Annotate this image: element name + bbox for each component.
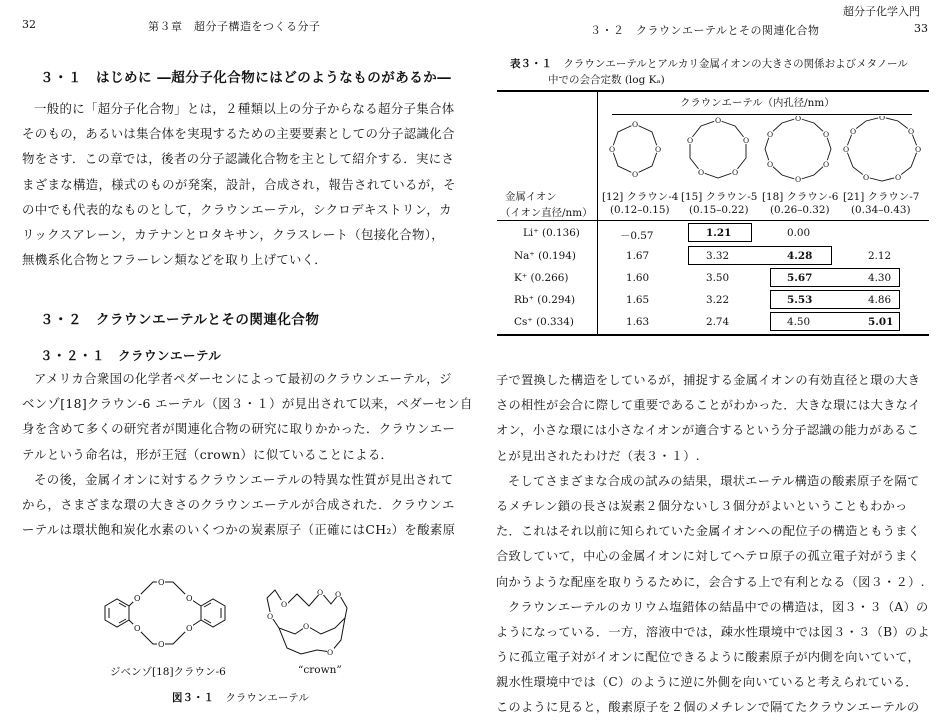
- text-line: 親水性環境中では（C）のように逆に外側を向いていると考えられている．: [496, 675, 918, 690]
- figure-caption: [172, 690, 309, 705]
- figure-caption-text: クラウンエーテル: [225, 692, 309, 704]
- text-line: 一般的に「超分子化合物」とは，２種類以上の分子からなる超分子集合体: [34, 101, 455, 116]
- svg-text:O: O: [317, 588, 324, 597]
- svg-text:O: O: [743, 136, 750, 145]
- text-line: その後，金属イオンに対するクラウンエーテルの特異な性質が見出されて: [34, 471, 454, 487]
- table-cell: 4.28: [787, 250, 813, 262]
- text-line: オン，小さな環には小さなイオンが適合するという分子認識の能力があるこ: [496, 423, 920, 438]
- text-line: 合致していて，中心の金属イオンに対してヘテロ原子の孤立電子対がうまく: [496, 549, 920, 564]
- table-cell: 3.50: [706, 272, 730, 284]
- svg-text:O: O: [158, 578, 165, 587]
- table-cell: 1.63: [626, 316, 650, 328]
- column-header-crown4: [12] クラウン-4: [602, 191, 679, 203]
- svg-text:O: O: [186, 594, 193, 603]
- text-line: 子で置換した構造をしているが，捕捉する金属イオンの有効直径と環の大き: [496, 373, 921, 387]
- table-bottom-rule: [497, 334, 929, 336]
- table-caption-line1: クラウンエーテルとアルカリ金属イオンの大きさの関係およびメタノール: [563, 58, 908, 70]
- section2-title: ３・２ クラウンエーテルとその関連化合物: [40, 312, 320, 328]
- text-line: テルという命名は，形が王冠（crown）に似ていることによる．: [22, 446, 394, 462]
- figure-3-1-drawing: [95, 568, 385, 668]
- text-line: クラウンエーテルのカリウム塩錯体の結晶中での構造は，図３・３（A）の: [508, 599, 929, 614]
- text-line: ベンゾ[18]クラウン-6 エーテル（図３・１）が見出されて以来，ペダーセン自: [22, 396, 473, 412]
- svg-text:O: O: [863, 173, 870, 182]
- table-header-rule: [497, 220, 929, 221]
- table-number: 表３・１: [510, 58, 552, 70]
- svg-text:O: O: [609, 145, 616, 154]
- table-cell: 4.50: [787, 316, 811, 328]
- text-line: とが見出されたわけだ（表３・１）.: [496, 448, 700, 463]
- table-top-rule: [497, 90, 929, 92]
- column-range-crown7: (0.34–0.43): [851, 204, 911, 216]
- left-page-number: 32: [22, 18, 36, 31]
- ion-label: Na⁺ (0.194): [514, 250, 576, 262]
- subsection-title: ３・２・１ クラウンエーテル: [40, 348, 222, 363]
- crown-label: “crown”: [298, 664, 342, 676]
- text-line: ーテルは環状飽和炭化水素のいくつかの炭素原子（正確にはCH₂）を酸素原: [22, 522, 456, 538]
- table-cell: 3.32: [706, 250, 730, 262]
- table-cell: 1.21: [706, 227, 732, 239]
- svg-text:O: O: [795, 175, 802, 182]
- text-line: 向かうような配座を取りうるために，会合する上で有利となる（図３・２）.: [496, 574, 925, 589]
- table-group-header: クラウンエーテル（内孔径/nm）: [680, 97, 835, 109]
- text-line: 無機系化合物とフラーレン類などを取り上げていく．: [22, 252, 327, 268]
- right-page-number: 33: [914, 22, 928, 35]
- svg-text:O: O: [823, 160, 830, 169]
- table-cell: 2.74: [706, 316, 730, 328]
- column-header-crown7: [21] クラウン-7: [843, 191, 920, 203]
- group-header-rule: [612, 114, 912, 115]
- text-line: リックスアレーン，カテナンとロタキサン，クラスレート（包接化合物），: [22, 226, 445, 242]
- crown6-ring: [765, 118, 831, 180]
- svg-text:O: O: [327, 648, 334, 657]
- column-range-crown6: (0.26–0.32): [770, 204, 830, 216]
- figure-caption-number: 図３・１: [172, 692, 214, 704]
- text-line: るメチレン鎖の長さは炭素２個分ないし３個分がよいということもわかっ: [496, 498, 908, 513]
- svg-text:O: O: [303, 622, 310, 631]
- crown-ring-drawings: [600, 116, 930, 182]
- text-line: アメリカ合衆国の化学者ペダーセンによって最初のクラウンエーテル，ジ: [34, 371, 452, 386]
- table-vertical-rule: [597, 90, 598, 334]
- table-cell: 1.60: [626, 272, 650, 284]
- table-cell: 4.30: [868, 272, 892, 284]
- right-running-header: ３・２ クラウンエーテルとその関連化合物: [590, 24, 820, 37]
- table-cell: 4.86: [868, 294, 892, 306]
- section1-title: ３・１ はじめに ―超分子化合物にはどのようなものがあるか―: [40, 70, 452, 86]
- svg-text:O: O: [823, 130, 830, 139]
- text-line: そのもの，あるいは集合体を実現するための主要要素としての分子認識化合: [22, 126, 455, 142]
- column-range-crown5: (0.15–0.22): [689, 204, 749, 216]
- svg-text:O: O: [850, 127, 857, 136]
- dibenzo-crown-structure: [105, 582, 225, 644]
- svg-text:O: O: [281, 600, 288, 609]
- text-line: ようになっている．一方，溶液中では，疎水性環境中では図３・３（B）のよ: [496, 624, 930, 639]
- text-line: 物をさす．この章では，後者の分子認識化合物を主として紹介する．実にさ: [22, 151, 455, 167]
- text-line: た．これはそれ以前に知られていた金属イオンへの配位子の構造ともうまく: [496, 524, 921, 539]
- column-header-crown6: [18] クラウン-6: [762, 191, 839, 203]
- table-cell: 1.65: [626, 294, 650, 306]
- svg-text:O: O: [335, 590, 342, 599]
- dibenzo-crown-label: ジベンゾ[18]クラウン-6: [110, 666, 226, 678]
- table-cell: 5.67: [787, 272, 813, 284]
- table-cell: 5.01: [868, 316, 894, 328]
- svg-text:O: O: [134, 624, 141, 633]
- row-header-ion: 金属イオン: [505, 191, 557, 203]
- text-line: そしてさまざまな合成の試みの結果，環状エーテル構造の酸素原子を隔て: [508, 473, 920, 488]
- svg-text:O: O: [186, 624, 193, 633]
- right-page-paragraph: [496, 368, 930, 721]
- svg-text:O: O: [915, 145, 922, 154]
- crown4-ring: [612, 124, 658, 174]
- ion-label: Rb⁺ (0.294): [514, 294, 576, 306]
- text-line: の中でも代表的なものとして，クラウンエーテル，シクロデキストリン，カ: [22, 201, 452, 217]
- text-line: から，さまざまな環の大きさのクラウンエーテルが合成された．クラウンエ: [22, 496, 455, 512]
- text-line: 身を含めて多くの研究者が関連化合物の研究に取りかかった．クラウンエー: [22, 421, 456, 437]
- ion-label: Cs⁺ (0.334): [514, 316, 574, 328]
- svg-text:O: O: [655, 145, 662, 154]
- svg-text:O: O: [879, 116, 886, 122]
- svg-text:O: O: [843, 145, 850, 154]
- svg-text:O: O: [732, 168, 739, 177]
- column-header-crown5: [15] クラウン-5: [681, 191, 758, 203]
- table-cell: 3.22: [706, 294, 730, 306]
- section2-paragraph: [22, 366, 473, 542]
- table-cell: 2.12: [868, 250, 892, 262]
- svg-text:O: O: [795, 116, 802, 123]
- table-caption: [510, 56, 908, 71]
- svg-text:O: O: [908, 127, 915, 136]
- svg-text:O: O: [632, 170, 639, 179]
- table-cell: －0.57: [620, 230, 654, 242]
- table-cell: 1.67: [626, 250, 650, 262]
- row-header-diameter: （イオン直径/nm）: [500, 207, 593, 219]
- ion-label: K⁺ (0.266): [514, 272, 569, 284]
- svg-text:O: O: [632, 120, 639, 129]
- svg-text:O: O: [687, 136, 694, 145]
- column-range-crown4: (0.12–0.15): [610, 204, 670, 216]
- table-cell: 0.00: [787, 227, 811, 239]
- left-running-header: 第３章 超分子構造をつくる分子: [148, 20, 321, 33]
- svg-text:O: O: [267, 612, 274, 621]
- table-cell: 5.53: [787, 294, 813, 306]
- section1-paragraph: [22, 96, 456, 272]
- svg-text:O: O: [895, 173, 902, 182]
- book-title: 超分子化学入門: [843, 5, 920, 18]
- svg-text:O: O: [698, 168, 705, 177]
- svg-text:O: O: [715, 116, 722, 125]
- text-line: さの相性が会合に際して重要であることがわかった．大きな環には大きなイ: [496, 398, 921, 413]
- text-line: まざまな構造，様式のものが発案，設計，合成され，報告されているが，そ: [22, 176, 456, 192]
- table-caption-line2: 中での会合定数 (log Kₐ): [548, 74, 665, 86]
- text-line: うに孤立電子対がイオンに配位できるように酸素原子が内側を向いていて，: [496, 650, 920, 665]
- svg-text:O: O: [134, 594, 141, 603]
- text-line: このように見ると，酸素原子を２個のメチレンで隔てたクラウンエーテルの: [496, 700, 920, 715]
- svg-text:O: O: [767, 160, 774, 169]
- svg-text:O: O: [158, 640, 165, 649]
- ion-label: Li⁺ (0.136): [523, 227, 580, 239]
- svg-text:O: O: [767, 130, 774, 139]
